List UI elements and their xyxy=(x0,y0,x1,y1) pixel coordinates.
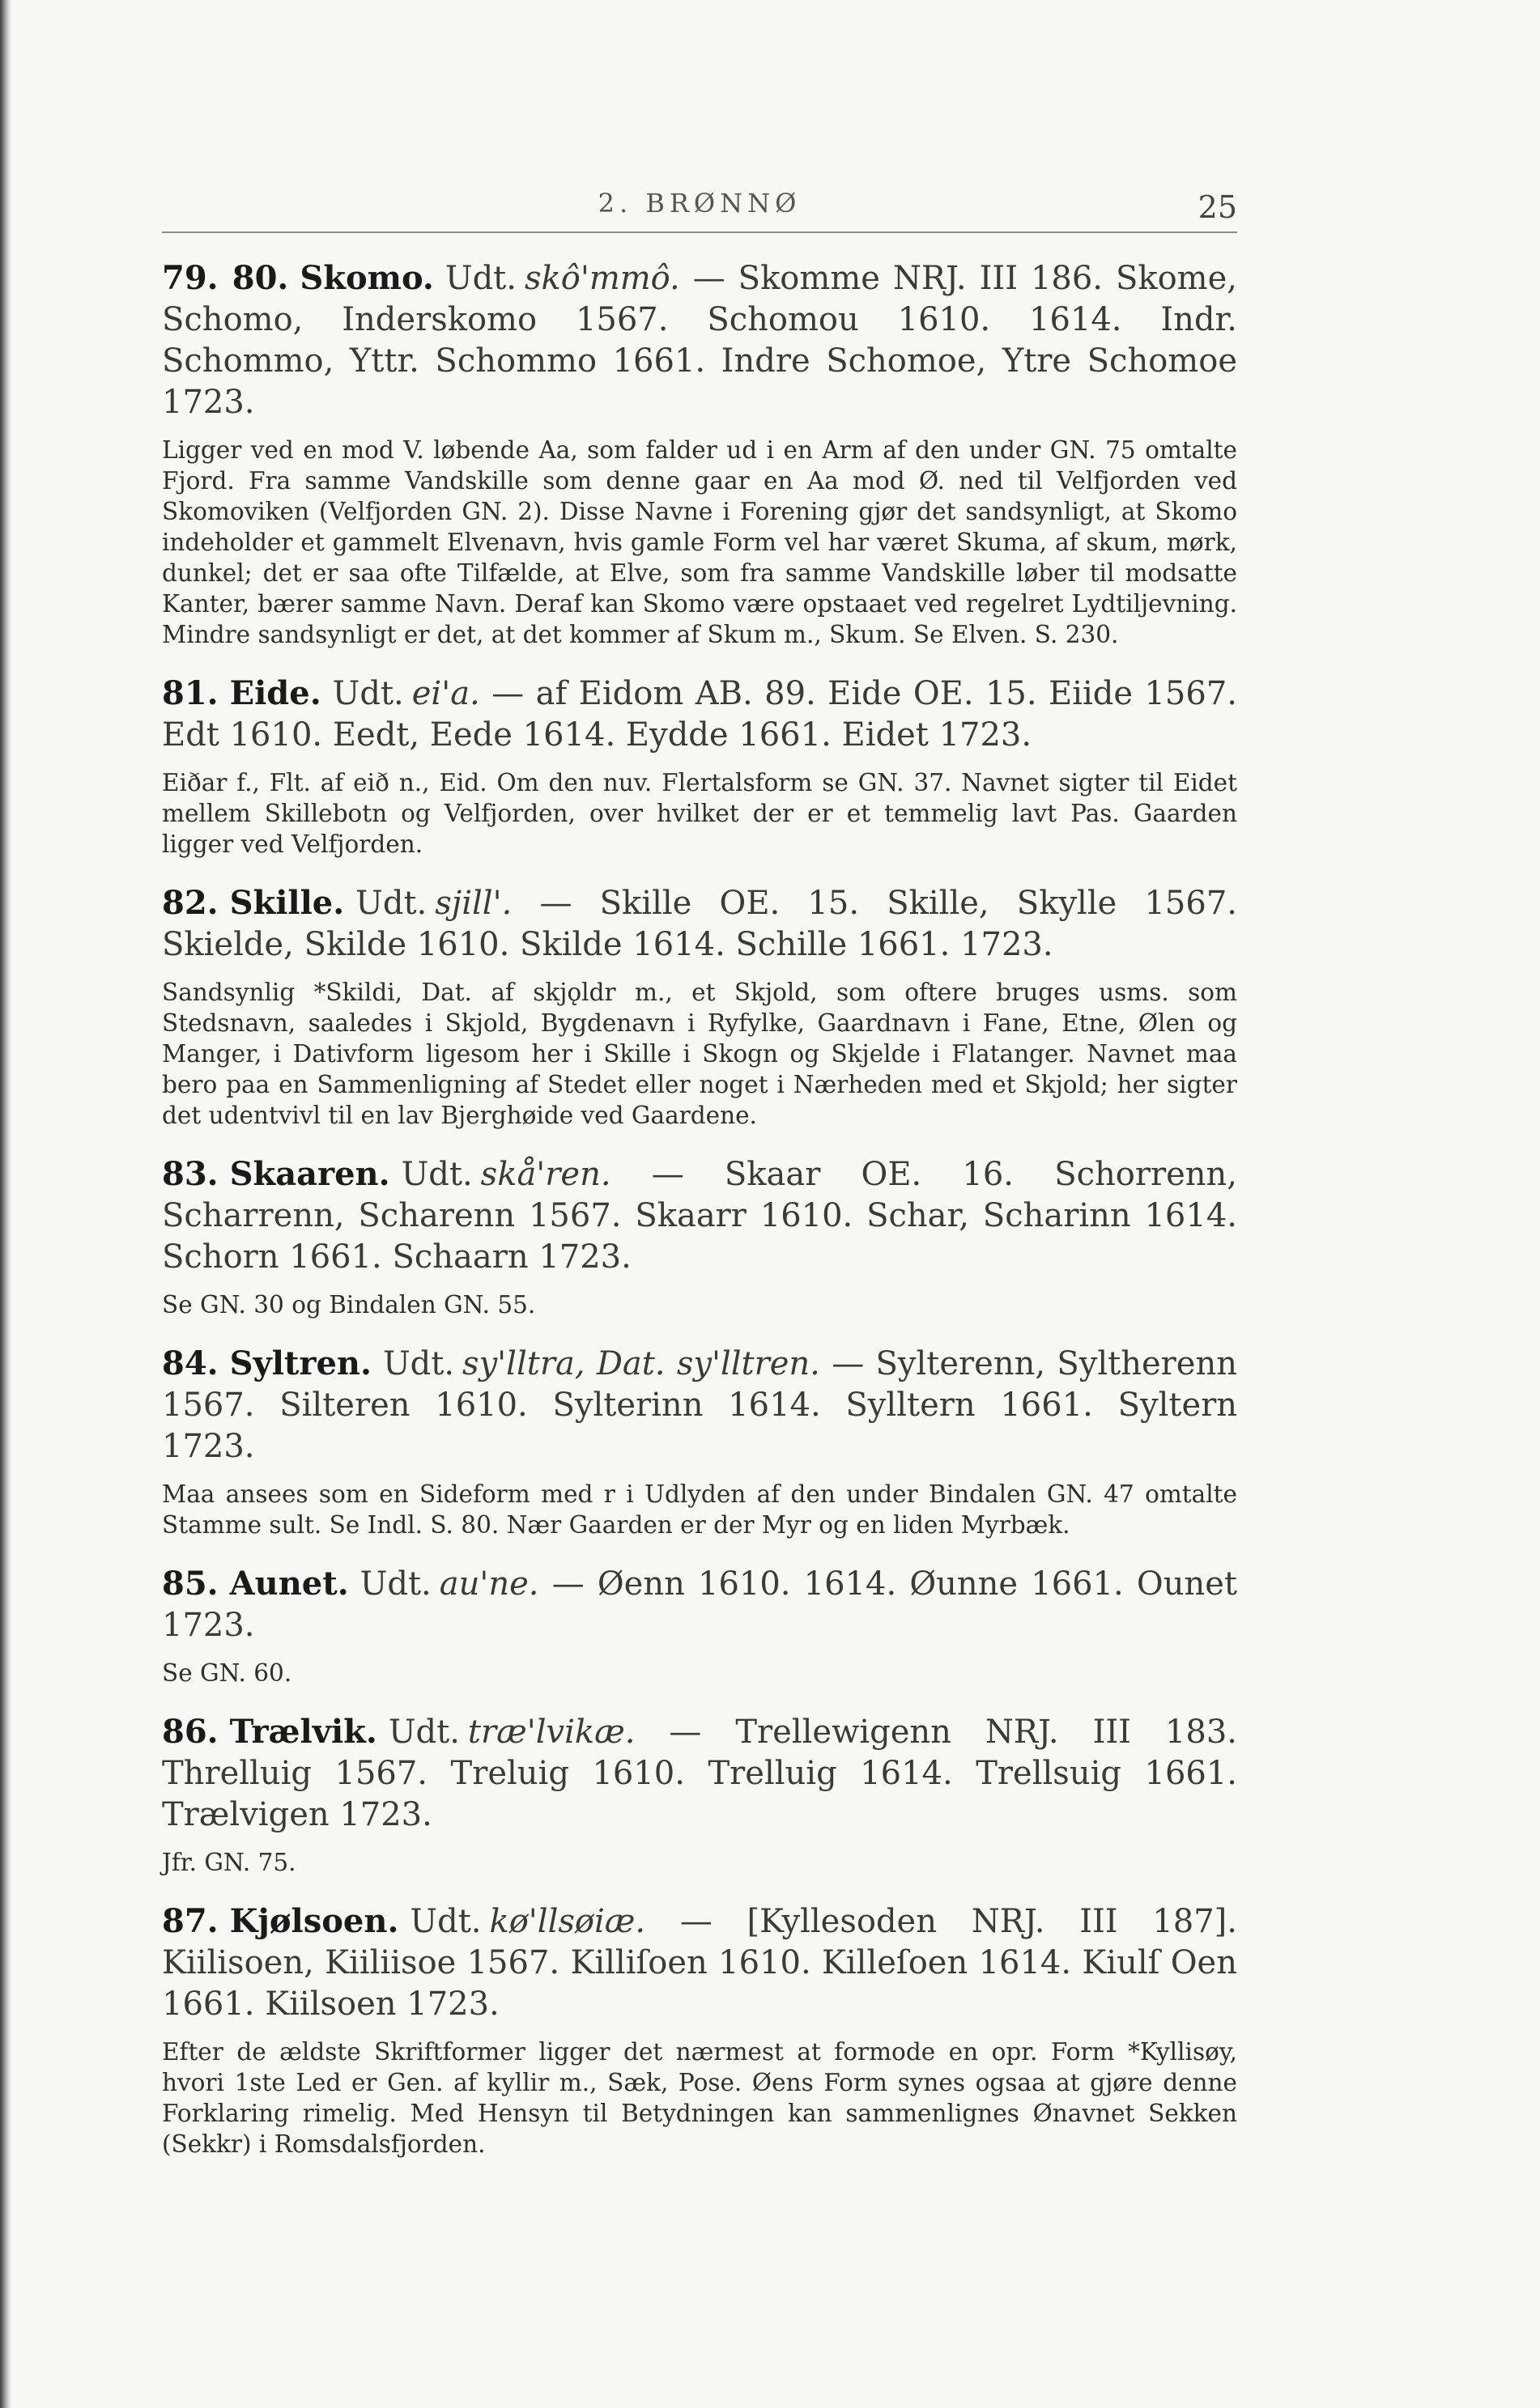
entry-number: 84. xyxy=(162,1344,219,1382)
entry-86 xyxy=(162,1711,1237,1878)
pronunciation: skå'ren. xyxy=(480,1156,611,1193)
entry-heading xyxy=(162,1153,1237,1278)
entry-note: Se GN. 60. xyxy=(162,1659,292,1687)
udt-label: Udt. xyxy=(355,885,428,922)
entry-83 xyxy=(162,1153,1237,1320)
entry-note: Maa ansees som en Sideform med r i Udlyden af den under Bindalen GN. 47 omtalte Stamme sult. Se Indl. S. 80. Nær Gaarden er der Myr og en liden Myrbæk. xyxy=(162,1480,1237,1539)
entry-heading xyxy=(162,1900,1237,2025)
udt-label: Udt. xyxy=(445,260,517,297)
historical-forms: — Skaar OE. 16. Schorrenn, Scharrenn, Scharenn 1567. Skaarr 1610. Schar, Scharinn 1614. Schorn 1661. Schaarn 1723. xyxy=(162,1156,1237,1276)
udt-label: Udt. xyxy=(410,1903,482,1940)
entry-name: Aunet. xyxy=(229,1565,349,1603)
entry-note: Efter de ældste Skriftformer ligger det nærmest at formode en opr. Form *Kyllisøy, hvori 1ste Led er Gen. af kyllir m., Sæk, Pose. Øens Form synes ogsaa at gjøre denne Forklaring rimelig. Med Hensyn til Betydningen kan sammenlignes Ønavnet Sekken (Sekkr) i Romsdalsfjorden. xyxy=(162,2038,1237,2158)
entry-heading xyxy=(162,882,1237,966)
entry-number: 86. xyxy=(162,1713,219,1751)
entry-82 xyxy=(162,882,1237,1131)
udt-label: Udt. xyxy=(332,675,404,712)
entry-number: 85. xyxy=(162,1565,219,1603)
entry-heading xyxy=(162,1563,1237,1646)
pronunciation: ei'a. xyxy=(411,675,480,712)
udt-label: Udt. xyxy=(401,1156,473,1193)
entry-79-80 xyxy=(162,257,1237,650)
entry-note: Sandsynlig *Skildi, Dat. af skjǫldr m., et Skjold, som oftere bruges usms. som Stedsnavn, saaledes i Skjold, Bygdenavn i Ryfylke, Gaardnavn i Fane, Etne, Ølen og Manger, i Dativform ligesom her i Skille i Skogn og Skjelde i Flatanger. Navnet maa bero paa en Sammenligning af Stedet eller noget i Nærheden med et Skjold; her sigter det udentvivl til en lav Bjerghøide ved Gaardene. xyxy=(162,979,1237,1129)
page-header xyxy=(162,183,1237,233)
historical-forms: — Skille OE. 15. Skille, Skylle 1567. Skielde, Skilde 1610. Skilde 1614. Schille 1661. 1723. xyxy=(162,885,1237,963)
udt-label: Udt. xyxy=(388,1714,460,1751)
entry-name: Skomo. xyxy=(300,259,434,297)
entry-81 xyxy=(162,673,1237,860)
pronunciation: kø'llsøiæ. xyxy=(489,1903,646,1940)
entry-heading xyxy=(162,257,1237,423)
entry-name: Syltren. xyxy=(229,1344,372,1382)
historical-forms: — [Kyllesoden NRJ. III 187]. Kiilisoen, Kiiliisoe 1567. Killiſoen 1610. Killeſoen 1614. Kiulſ Oen 1661. Kiilsoen 1723. xyxy=(162,1903,1237,2023)
udt-label: Udt. xyxy=(359,1565,432,1603)
entry-heading xyxy=(162,1711,1237,1836)
entry-heading xyxy=(162,1343,1237,1467)
historical-forms: — Sylterenn, Syltherenn 1567. Silteren 1610. Sylterinn 1614. Sylltern 1661. Syltern 1723. xyxy=(162,1345,1237,1465)
pronunciation: sy'lltra, Dat. sy'lltren. xyxy=(462,1345,820,1382)
entry-85 xyxy=(162,1563,1237,1688)
entry-number: 83. xyxy=(162,1155,219,1193)
page-content xyxy=(162,257,1237,2182)
page-number: 25 xyxy=(1198,189,1237,225)
entry-number: 79. 80. xyxy=(162,259,289,297)
udt-label: Udt. xyxy=(382,1345,455,1382)
entry-name: Skaaren. xyxy=(229,1155,390,1193)
entry-number: 81. xyxy=(162,674,219,712)
entry-note: Eiðar f., Flt. af eið n., Eid. Om den nuv. Flertalsform se GN. 37. Navnet sigter til Eidet mellem Skillebotn og Velfjorden, over hvilket der er et temmelig lavt Pas. Gaarden ligger ved Velfjorden. xyxy=(162,769,1237,858)
pronunciation: au'ne. xyxy=(439,1565,539,1603)
entry-name: Skille. xyxy=(229,884,345,922)
entry-number: 82. xyxy=(162,884,219,922)
entry-heading xyxy=(162,673,1237,756)
binding-shadow xyxy=(0,0,11,2408)
entry-note: Jfr. GN. 75. xyxy=(162,1849,296,1876)
entry-84 xyxy=(162,1343,1237,1540)
entry-number: 87. xyxy=(162,1902,219,1940)
entry-note: Se GN. 30 og Bindalen GN. 55. xyxy=(162,1291,536,1319)
historical-forms: — Trellewigenn NRJ. III 183. Threlluig 1567. Treluig 1610. Trelluig 1614. Trellsuig 1661. Trælvigen 1723. xyxy=(162,1714,1237,1833)
entry-note: Ligger ved en mod V. løbende Aa, som falder ud i en Arm af den under GN. 75 omtalte Fjord. Fra samme Vandskille som denne gaar en Aa mod Ø. ned til Velfjorden ved Skomoviken (Velfjorden GN. 2). Disse Navne i Forening gjør det sandsynligt, at Skomo indeholder et gammelt Elvenavn, hvis gamle Form vel har været Skuma, af skum, mørk, dunkel; det er saa ofte Tilfælde, at Elve, som fra samme Vandskille løber til modsatte Kanter, bærer samme Navn. Deraf kan Skomo være opstaaet ved regelret Lydtiljevning. Mindre sandsynligt er det, at det kommer af Skum m., Skum. Se Elven. S. 230. xyxy=(162,436,1237,648)
entry-name: Kjølsoen. xyxy=(229,1902,399,1940)
entry-name: Trælvik. xyxy=(229,1713,377,1751)
pronunciation: sjill'. xyxy=(435,885,513,922)
historical-forms: — Skomme NRJ. III 186. Skome, Schomo, Inderskomo 1567. Schomou 1610. 1614. Indr. Schommo, Yttr. Schommo 1661. Indre Schomoe, Ytre Schomoe 1723. xyxy=(162,260,1237,421)
entry-87 xyxy=(162,1900,1237,2160)
historical-forms: — af Eidom AB. 89. Eide OE. 15. Eiide 1567. Edt 1610. Eedt, Eede 1614. Eydde 1661. Eidet 1723. xyxy=(162,675,1237,754)
pronunciation: skô'mmô. xyxy=(524,260,680,297)
pronunciation: træ'lvikæ. xyxy=(467,1714,636,1751)
entry-name: Eide. xyxy=(229,674,321,712)
historical-forms: — Øenn 1610. 1614. Øunne 1661. Ounet 1723. xyxy=(162,1565,1237,1644)
running-head: 2. BRØNNØ xyxy=(598,188,802,219)
